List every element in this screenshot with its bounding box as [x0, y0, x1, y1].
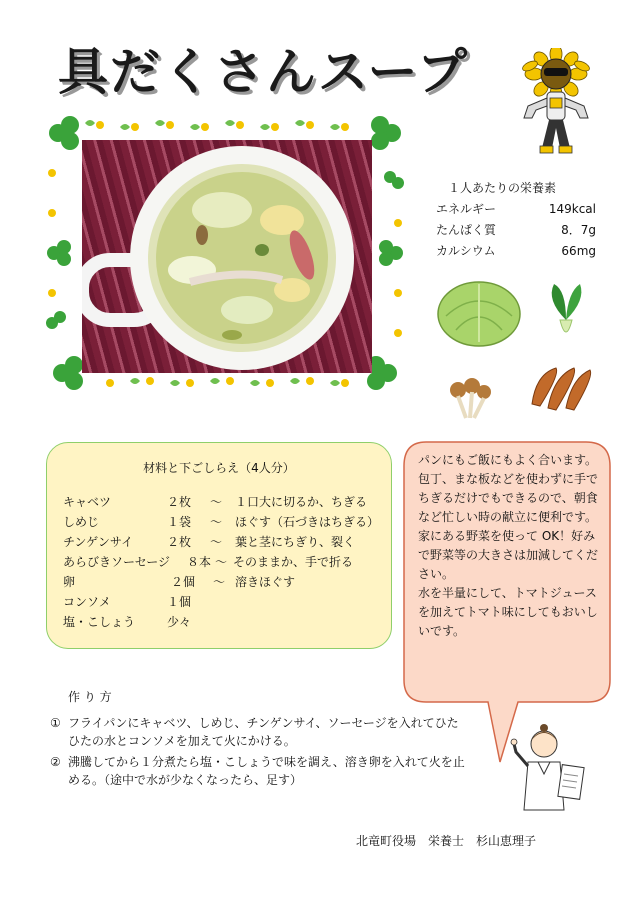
ingredient-amount: ８本	[187, 555, 212, 569]
ingredient-amount: ２個	[171, 575, 196, 589]
tip-paragraph: パンにもご飯にもよく合います。包丁、まな板などを使わずに手でちぎるだけでもできるので、朝食など忙しい時の献立に便利です。	[418, 453, 599, 524]
page-title: 具だくさんスープ	[58, 43, 469, 101]
ingredient-name: コンソメ	[63, 595, 111, 609]
nutrition-row-energy	[436, 199, 616, 220]
nutrition-heading: １人あたりの栄養素	[448, 181, 557, 195]
ingredient-amount: ２枚	[167, 535, 192, 549]
ingredient-name: 塩・こしょう	[63, 615, 136, 629]
nutrition-label: エネルギー	[436, 202, 497, 216]
method-step	[50, 753, 470, 789]
tip-paragraph: 水を半量にして、トマトジュースを加えてトマト味にしてもおいしいです。	[418, 586, 598, 638]
sausage-icon	[526, 360, 596, 412]
ingredient-sep: ～	[210, 495, 223, 509]
bok-choy-icon	[540, 280, 592, 344]
ingredient-prep: ほぐす（石づきはちぎる）	[235, 515, 380, 529]
ingredient-name: 卵	[63, 575, 76, 589]
step-number: ②	[50, 755, 61, 769]
ingredient-name: キャベツ	[63, 495, 112, 509]
ingredient-name: チンゲンサイ	[63, 535, 134, 549]
ingredients-box	[46, 442, 392, 649]
ingredient-amount: １袋	[167, 515, 192, 529]
nutrition-panel	[436, 178, 616, 262]
soup-photo	[82, 140, 372, 373]
ingredient-name: しめじ	[63, 515, 100, 529]
ingredient-prep: 葉と茎にちぎり、裂く	[235, 535, 356, 549]
nutrition-value: 66mg	[561, 244, 596, 258]
ingredient-name: あらびきソーセージ	[63, 555, 171, 569]
method-step	[50, 714, 470, 750]
ingredient-prep: 溶きほぐす	[235, 575, 296, 589]
ingredient-amount: 少々	[167, 615, 192, 629]
ingredient-sep: ～	[215, 555, 228, 569]
tip-paragraph: 家にある野菜を使って OK！好みで野菜等の大きさは加減してください。	[418, 529, 599, 581]
cabbage-icon	[436, 276, 522, 348]
step-number: ①	[50, 716, 61, 730]
ingredient-amount: １個	[167, 595, 192, 609]
ingredient-amount: ２枚	[167, 495, 192, 509]
step-text: 沸騰してから１分煮たら塩・こしょうで味を調え、溶き卵を入れて火を止める。（途中で水が少なくなったら、足す）	[68, 755, 465, 787]
tips-text	[418, 451, 600, 641]
step-text: フライパンにキャベツ、しめじ、チンゲンサイ、ソーセージを入れてひたひたの水とコンソメを加えて火にかける。	[68, 716, 459, 748]
ingredient-sep: ～	[210, 515, 223, 529]
nutrition-value: 149kcal	[548, 202, 596, 216]
nutrition-row-calcium	[436, 241, 616, 262]
nutrition-label: たんぱく質	[436, 223, 497, 237]
nutrition-row-protein	[436, 220, 616, 241]
ingredient-prep: そのままか、手で折る	[233, 555, 354, 569]
sunflower-mascot-icon	[512, 48, 600, 156]
method-section	[50, 688, 470, 792]
nutrition-value: 8．7g	[561, 223, 596, 237]
method-heading: 作 り 方	[68, 690, 112, 704]
ingredient-sep: ～	[210, 535, 223, 549]
author-credit: 北竜町役場 栄養士 杉山恵理子	[356, 834, 537, 848]
ingredient-prep: １口大に切るか、ちぎる	[235, 495, 368, 509]
mushroom-icon	[446, 378, 494, 422]
ingredients-heading: 材料と下ごしらえ（4人分）	[143, 461, 295, 475]
nurse-figure-icon	[508, 722, 588, 812]
nutrition-label: カルシウム	[436, 244, 496, 258]
ingredient-sep: ～	[213, 575, 226, 589]
